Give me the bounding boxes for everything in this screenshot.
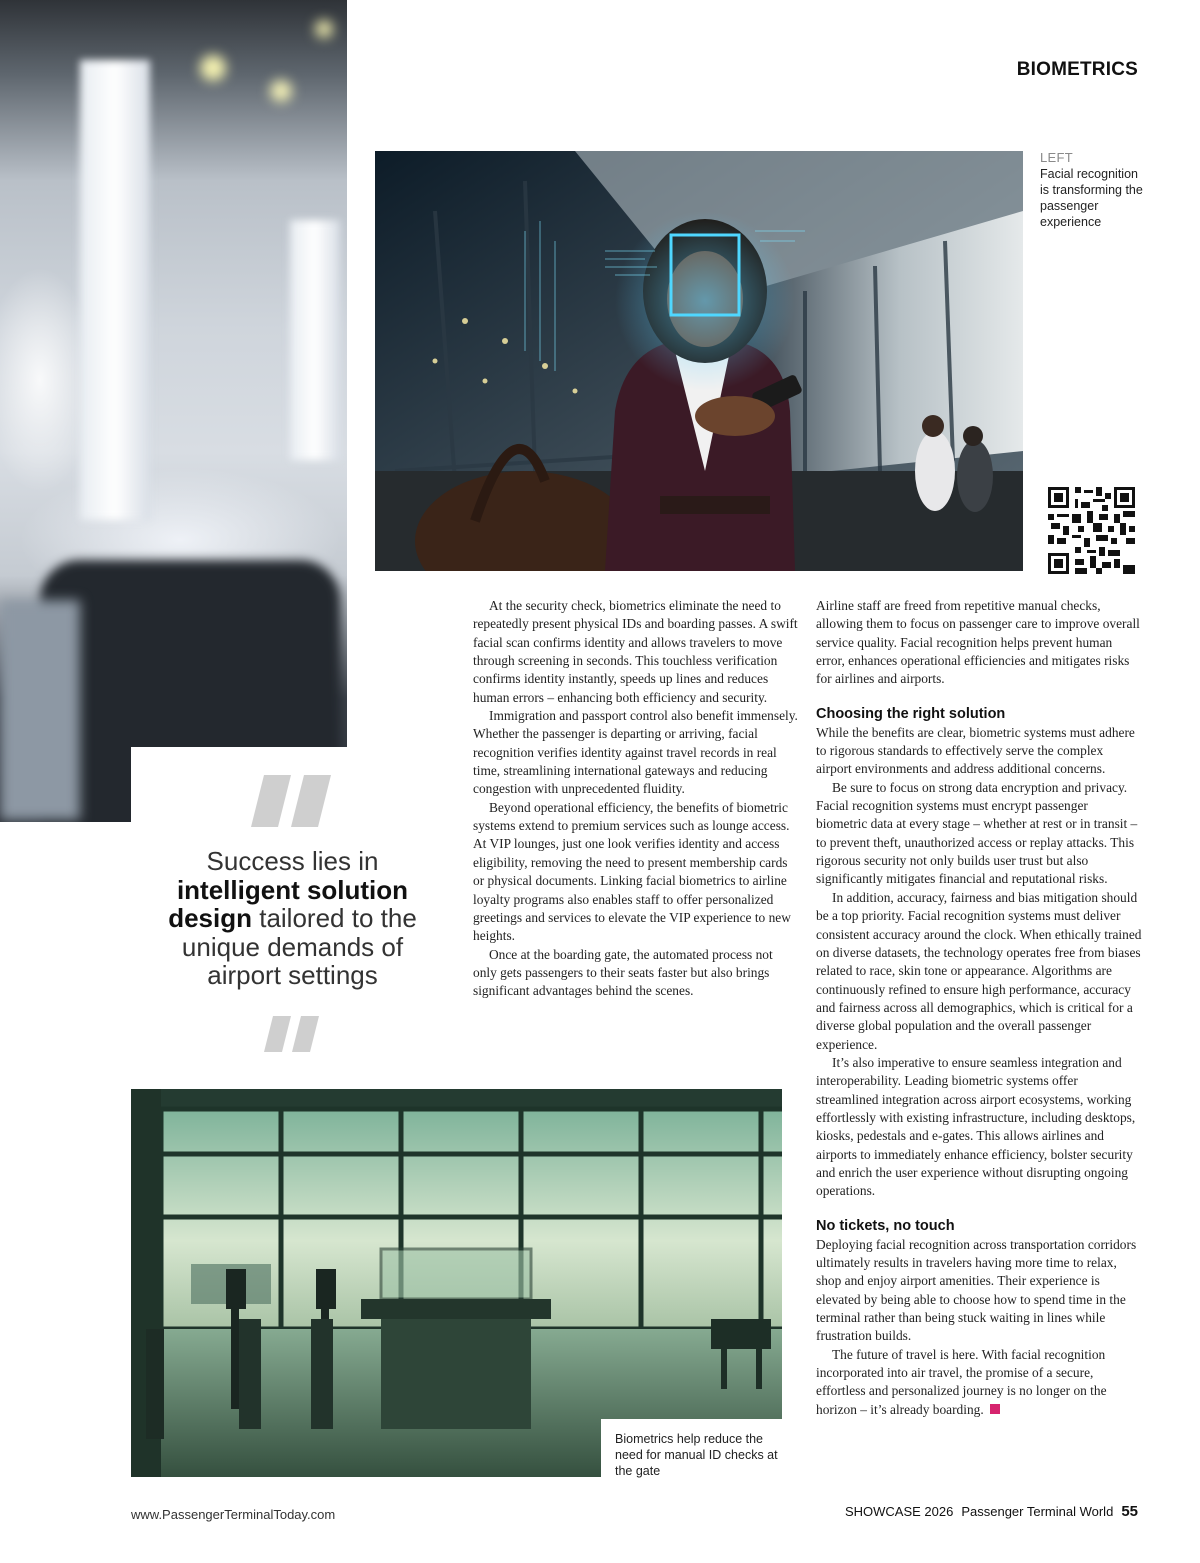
section-title: BIOMETRICS — [1016, 59, 1138, 80]
footer-folio — [845, 1503, 1138, 1520]
paragraph-final — [816, 1346, 1142, 1419]
paragraph-final-text: The future of travel is here. With facial recognition incorporated into air travel, the promise of a secure, effortless and personalized journey is no longer on the horizon – it’s already boarding. — [816, 1346, 1107, 1417]
footer-issue: SHOWCASE 2026 — [844, 1504, 954, 1519]
paragraph: Immigration and passport control also benefit immensely. Whether the passenger is departing or arriving, facial recognition verifies identity against travel records in real time, streamlining international gateways and reducing congestion with unprecedented fluidity. — [473, 708, 798, 797]
paragraph: In addition, accuracy, fairness and bias mitigation should be a top priority. Facial recognition systems must deliver consistent accuracy around the clock. When ethically trained on diverse datasets, the technology operates free from biases related to race, skin tone or appearance. Algorithms are continuously refined to ensure high performance, accuracy and fairness across all demographics, which is critical for a diverse global population and the overall passenger experience. — [816, 889, 1142, 1052]
article-column-1 — [473, 597, 798, 1001]
paragraph: It’s also imperative to ensure seamless integration and interoperability. Leading biometric systems offer streamlined integration across airport ecosystems, working effortlessly with existing infrastructure, including desktops, kiosks, pedestals and e-gates. This allows airlines and airports to immediately enhance efficiency, bolster security and enrich the user experience without disrupting ongoing operations. — [816, 1054, 1136, 1199]
paragraph: Be sure to focus on strong data encryption and privacy. Facial recognition systems must encrypt passenger biometric data at every stage – whether at rest or in transit – to prevent theft, unauthorized access or replay attacks. This rigorous security not only builds user trust but also significantly mitigates financial and reputational risks. — [816, 779, 1138, 887]
pull-quote-pre: Success lies in — [206, 846, 379, 876]
paragraph: Deploying facial recognition across transportation corridors ultimately results in travelers having more time to relax, shop and enjoy airport amenities. Their experience is elevated by being able to choose how to spend time in the terminal rather than being stuck waiting in lines while frustration builds. — [816, 1236, 1137, 1344]
paragraph: At the security check, biometrics eliminate the need to repeatedly present physical IDs and boarding passes. A swift facial scan confirms identity and allows travelers to move through screening in seconds. This touchless verification confirms identity instantly, speeds up lines and reduces human errors – enhancing both efficiency and security. — [473, 598, 798, 705]
hero-caption-label: LEFT — [1040, 150, 1073, 165]
pull-quote — [150, 847, 435, 990]
end-mark-icon — [990, 1404, 1000, 1414]
page-number: 55 — [1121, 1503, 1138, 1520]
gate-caption: Biometrics help reduce the need for manual ID checks at the gate — [601, 1419, 782, 1477]
subheading-choosing: Choosing the right solution — [816, 705, 1006, 722]
open-quote-icon — [246, 775, 341, 827]
qr-code[interactable] — [1048, 487, 1135, 574]
footer-magazine: Passenger Terminal World — [961, 1504, 1114, 1519]
footer-website-link[interactable]: www.PassengerTerminalToday.com — [131, 1507, 336, 1522]
paragraph: Airline staff are freed from repetitive manual checks, allowing them to focus on passenger care to improve overall service quality. Facial recognition helps prevent human error, enhances operational efficiencies and mitigates risks for airlines and airports. — [816, 598, 1140, 687]
hero-illustration — [375, 151, 1023, 571]
pull-quote-post: tailored to the unique demands of airport settings — [181, 903, 417, 990]
paragraph: Beyond operational efficiency, the benefits of biometric systems extend to premium services such as lounge access. At VIP lounges, just one look verifies identity and access eligibility, removing the need to present membership cards or physical documents. Linking facial biometrics to airline loyalty programs also enables staff to offer personalized greetings and services to elevate the VIP experience to new heights. — [473, 799, 791, 944]
article-column-2 — [816, 597, 1142, 1419]
pull-quote-bold: intelligent solution design — [168, 874, 409, 933]
hero-photo — [375, 151, 1023, 571]
close-quote-icon — [261, 1016, 326, 1052]
hero-caption — [1040, 150, 1150, 230]
subheading-no-tickets: No tickets, no touch — [816, 1217, 955, 1234]
background-photo — [0, 0, 347, 822]
qr-code-icon — [1048, 487, 1135, 574]
paragraph: While the benefits are clear, biometric systems must adhere to rigorous standards to effectively serve the complex airport environments and address additional concerns. — [816, 724, 1135, 777]
hero-caption-text: Facial recognition is transforming the passenger experience — [1040, 167, 1143, 229]
paragraph: Once at the boarding gate, the automated process not only gets passengers to their seats faster but also brings significant advantages behind the scenes. — [473, 946, 773, 999]
